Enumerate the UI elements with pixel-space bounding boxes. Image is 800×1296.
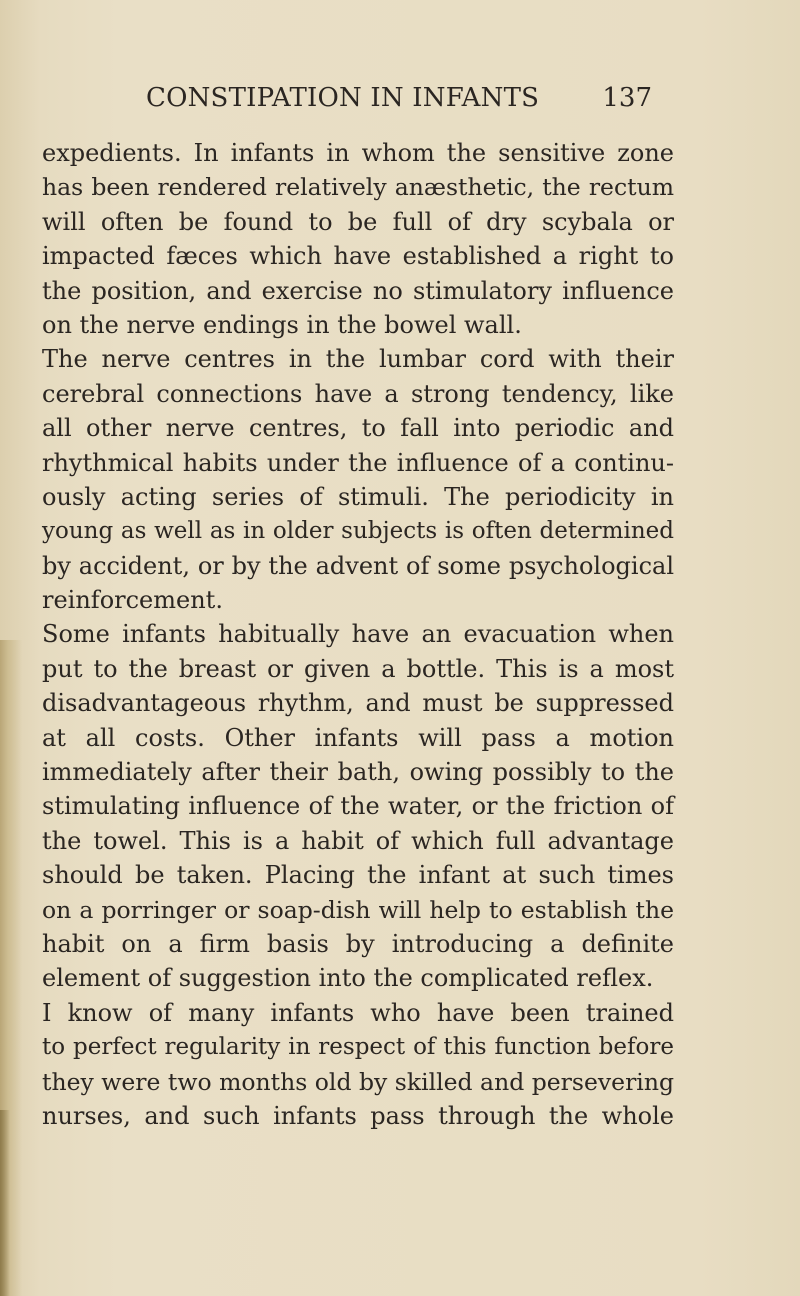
text-line: will often be found to be full of dry scybala or [42, 207, 674, 236]
page-number: 137 [602, 83, 652, 113]
text-line: young as well as in older subjects is often determined [42, 518, 674, 545]
text-line: element of suggestion into the complicated reflex. [42, 964, 654, 993]
text-line: disadvantageous rhythm, and must be suppressed [42, 689, 674, 718]
text-line: at all costs. Other infants will pass a motion [42, 723, 674, 752]
text-line: the position, and exercise no stimulatory influence [42, 276, 674, 305]
text-line: to perfect regularity in respect of this function before [42, 1034, 674, 1061]
text-line: reinforcement. [42, 586, 223, 615]
running-head [146, 83, 652, 123]
text-line: nurses, and such infants pass through the whole [42, 1101, 674, 1130]
text-line: all other nerve centres, to fall into periodic and [42, 414, 674, 443]
text-line: Some infants habitually have an evacuation when [42, 620, 674, 649]
text-line: impacted fæces which have established a right to [42, 242, 674, 271]
text-line: on the nerve endings in the bowel wall. [42, 310, 522, 339]
text-line: they were two months old by skilled and persevering [42, 1067, 674, 1096]
text-line: rhythmical habits under the influence of a continu- [42, 448, 674, 477]
text-line: stimulating influence of the water, or the friction of [42, 792, 674, 821]
text-line: should be taken. Placing the infant at such times [42, 861, 674, 890]
binding-edge [0, 1110, 10, 1296]
running-title: CONSTIPATION IN INFANTS [146, 83, 540, 113]
text-line: put to the breast or given a bottle. This is a most [42, 654, 674, 683]
text-line: by accident, or by the advent of some psychological [42, 551, 674, 580]
text-line: has been rendered relatively anæsthetic, the rectum [42, 173, 674, 202]
text-line: immediately after their bath, owing possibly to the [42, 758, 674, 787]
text-line: The nerve centres in the lumbar cord with their [42, 345, 674, 374]
text-line: ously acting series of stimuli. The periodicity in [42, 482, 674, 511]
text-line: on a porringer or soap-dish will help to establish the [42, 895, 674, 924]
body-text [42, 136, 674, 1133]
text-line: cerebral connections have a strong tendency, like [42, 379, 674, 408]
text-line: I know of many infants who have been trained [42, 998, 674, 1027]
text-line: the towel. This is a habit of which full advantage [42, 826, 674, 855]
text-line: expedients. In infants in whom the sensitive zone [42, 139, 674, 167]
text-line: habit on a firm basis by introducing a definite [42, 929, 674, 958]
